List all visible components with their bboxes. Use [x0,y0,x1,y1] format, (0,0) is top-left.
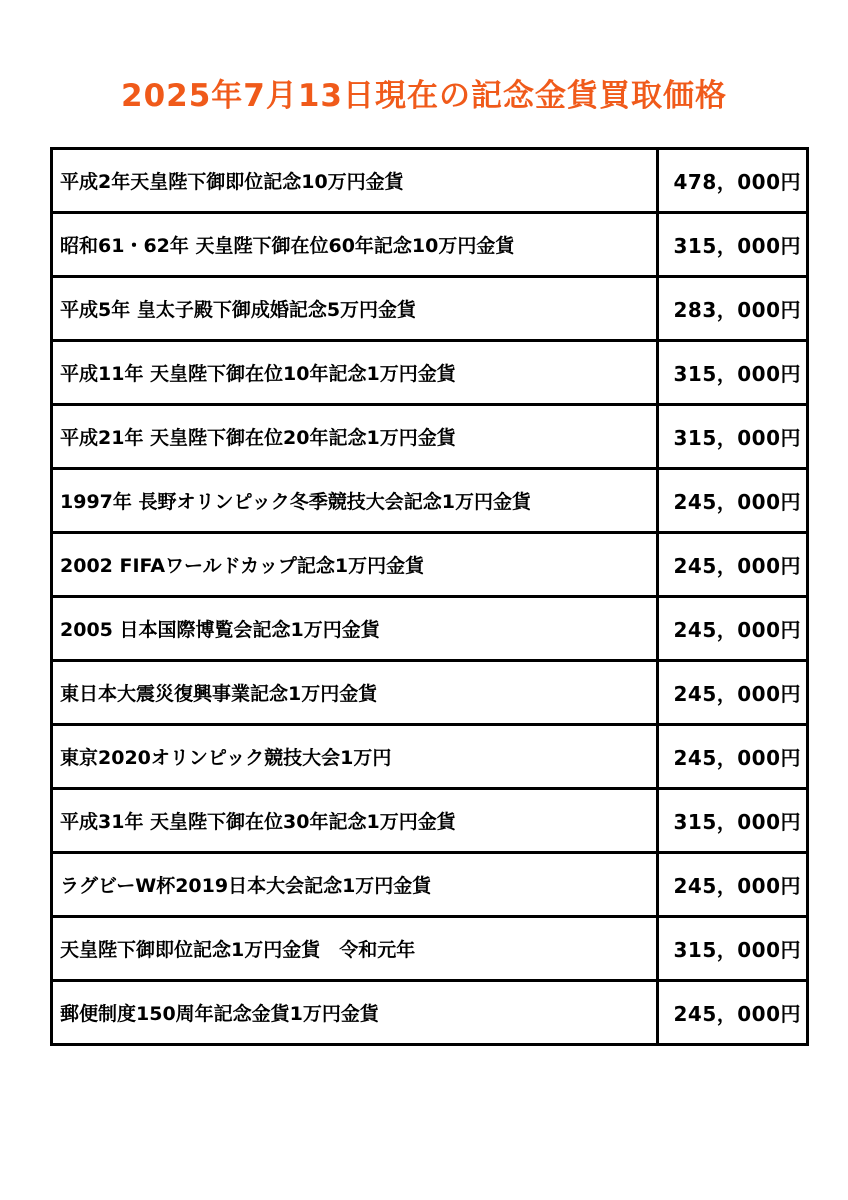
table-row [52,149,808,213]
table-row [52,981,808,1045]
gold-coin-price-table [50,147,809,1046]
coin-name-cell: 東日本大震災復興事業記念1万円金貨 [52,661,658,725]
buyback-price-cell: 245，000円 [658,661,808,725]
table-row [52,469,808,533]
table-row [52,789,808,853]
coin-name-cell: ラグビーW杯2019日本大会記念1万円金貨 [52,853,658,917]
buyback-price-cell: 315，000円 [658,917,808,981]
buyback-price-cell: 478，000円 [658,149,808,213]
price-table-body [52,149,808,1045]
coin-name-cell: 平成2年天皇陛下御即位記念10万円金貨 [52,149,658,213]
coin-name-cell: 東京2020オリンピック競技大会1万円 [52,725,658,789]
buyback-price-cell: 315，000円 [658,341,808,405]
table-row [52,917,808,981]
table-row [52,853,808,917]
buyback-price-cell: 245，000円 [658,725,808,789]
page-title: 2025年7月13日現在の記念金貨買取価格 [121,78,727,114]
coin-name-cell: 1997年 長野オリンピック冬季競技大会記念1万円金貨 [52,469,658,533]
buyback-price-cell: 245，000円 [658,853,808,917]
coin-name-cell: 平成5年 皇太子殿下御成婚記念5万円金貨 [52,277,658,341]
buyback-price-cell: 315，000円 [658,789,808,853]
table-row [52,213,808,277]
buyback-price-cell: 245，000円 [658,597,808,661]
coin-name-cell: 2005 日本国際博覧会記念1万円金貨 [52,597,658,661]
coin-name-cell: 昭和61・62年 天皇陛下御在位60年記念10万円金貨 [52,213,658,277]
table-row [52,405,808,469]
table-row [52,597,808,661]
table-row [52,661,808,725]
coin-name-cell: 平成21年 天皇陛下御在位20年記念1万円金貨 [52,405,658,469]
coin-name-cell: 天皇陛下御即位記念1万円金貨 令和元年 [52,917,658,981]
buyback-price-cell: 245，000円 [658,469,808,533]
buyback-price-cell: 315，000円 [658,213,808,277]
coin-name-cell: 2002 FIFAワールドカップ記念1万円金貨 [52,533,658,597]
coin-name-cell: 郵便制度150周年記念金貨1万円金貨 [52,981,658,1045]
buyback-price-cell: 283，000円 [658,277,808,341]
buyback-price-cell: 315，000円 [658,405,808,469]
table-row [52,533,808,597]
buyback-price-cell: 245，000円 [658,533,808,597]
table-row [52,725,808,789]
table-row [52,277,808,341]
coin-name-cell: 平成11年 天皇陛下御在位10年記念1万円金貨 [52,341,658,405]
table-row [52,341,808,405]
buyback-price-cell: 245，000円 [658,981,808,1045]
coin-name-cell: 平成31年 天皇陛下御在位30年記念1万円金貨 [52,789,658,853]
